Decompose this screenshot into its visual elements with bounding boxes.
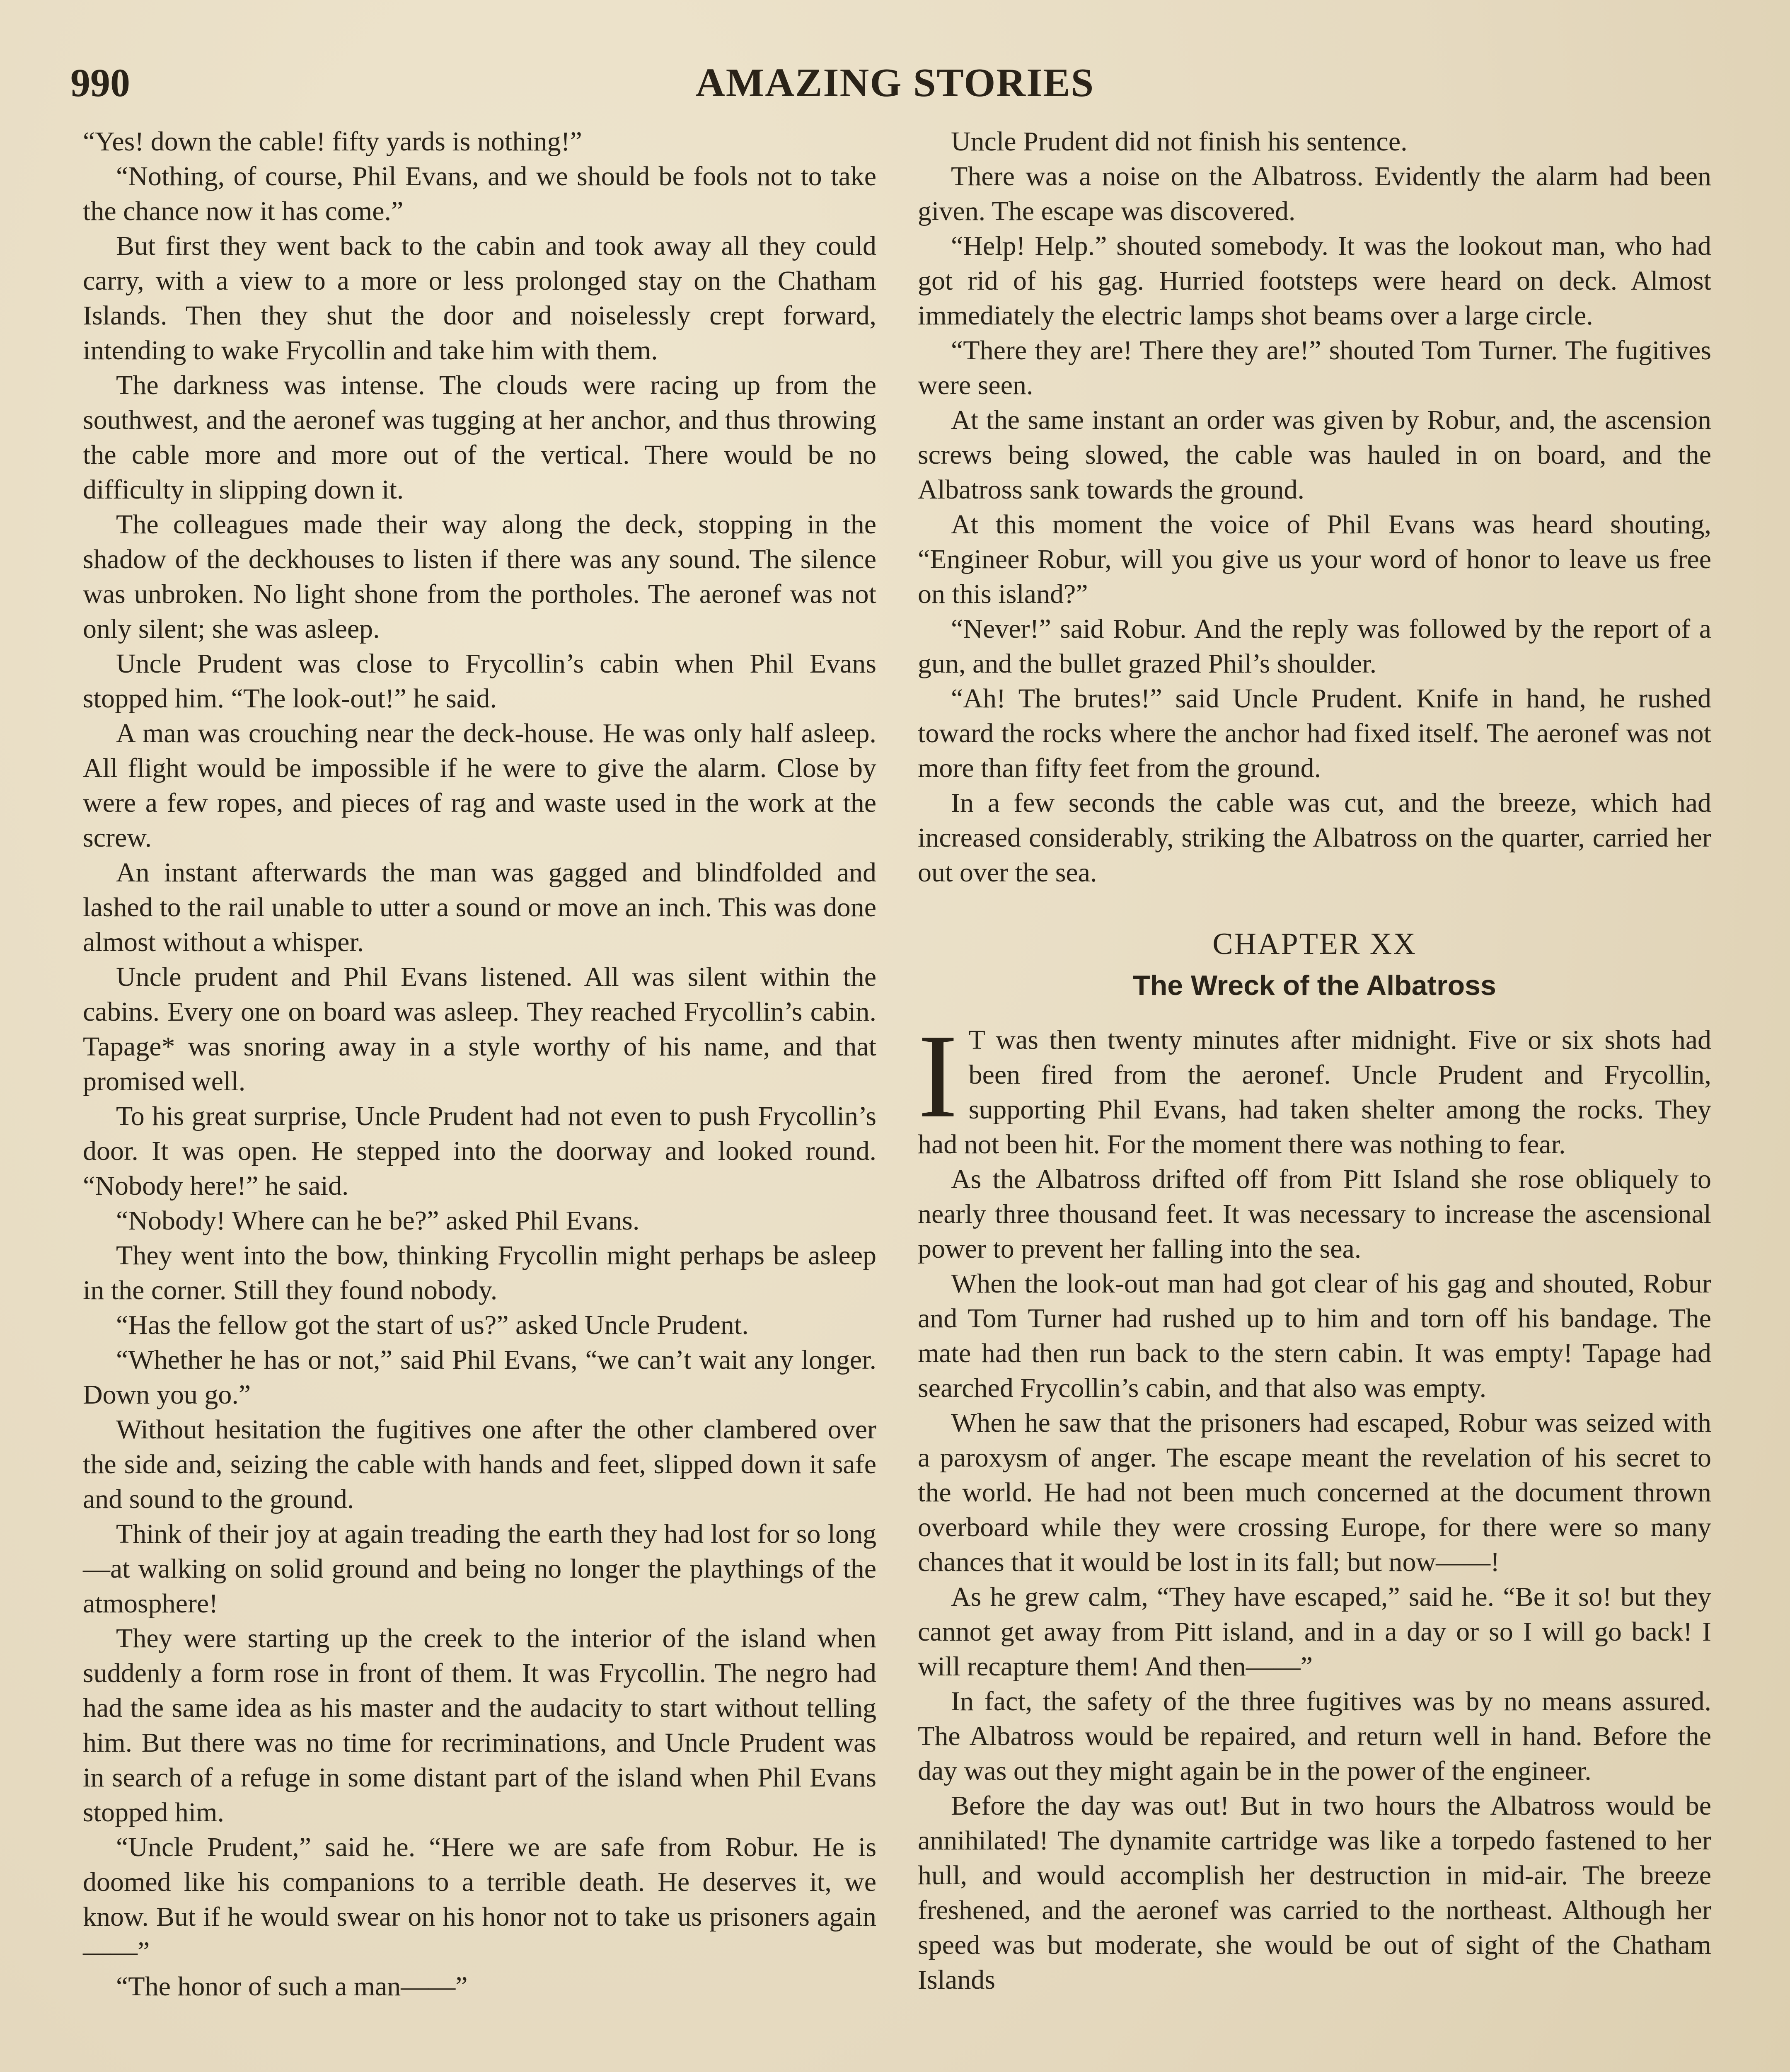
left-column (83, 124, 876, 2004)
paragraph: “Never!” said Robur. And the reply was followed by the report of a gun, and the bullet grazed Phil’s shoulder. (918, 614, 1711, 679)
drop-cap: I (918, 1009, 958, 1143)
paragraph: “Nothing, of course, Phil Evans, and we should be fools not to take the chance now it has come.” (83, 161, 876, 226)
paragraph: “Help! Help.” shouted somebody. It was the lookout man, who had got rid of his gag. Hurried footsteps were heard on deck. Almost immediately the electric lamps shot beams over a large circle. (918, 231, 1711, 331)
paragraph: The colleagues made their way along the deck, stopping in the shadow of the deckhouses to listen if there was any sound. The silence was unbroken. No light shone from the portholes. The aeronef was not only silent; she was asleep. (83, 509, 876, 644)
paragraph: “Nobody! Where can he be?” asked Phil Evans. (116, 1205, 640, 1236)
paragraph: Uncle Prudent was close to Frycollin’s cabin when Phil Evans stopped him. “The look-out!” he said. (83, 649, 876, 714)
paragraph: There was a noise on the Albatross. Evidently the alarm had been given. The escape was discovered. (918, 161, 1711, 226)
paragraph: They went into the bow, thinking Frycollin might perhaps be asleep in the corner. Still they found nobody. (83, 1240, 876, 1305)
paragraph: As he grew calm, “They have escaped,” said he. “Be it so! but they cannot get away from Pitt island, and in a day or so I will go back! I will recapture them! And then——” (918, 1582, 1711, 1682)
paragraph: The darkness was intense. The clouds were racing up from the southwest, and the aeronef was tugging at her anchor, and thus throwing the cable more and more out of the vertical. There would be no difficulty in slipping down it. (83, 370, 876, 505)
opening-text: T was then twenty minutes after midnight. Five or six shots had been fired from the aeronef. Uncle Prudent and Frycollin, supporting Phil Evans, had taken shelter among the rocks. They had not been hit. For the moment there was nothing to fear. (918, 1025, 1711, 1159)
paragraph: When he saw that the prisoners had escaped, Robur was seized with a paroxysm of anger. The escape meant the revelation of his secret to the world. He had not been much concerned at the document thrown overboard while they were crossing Europe, for there were so many chances that it would be lost in its fall; but now——! (918, 1408, 1711, 1577)
paragraph: In a few seconds the cable was cut, and the breeze, which had increased considerably, striking the Albatross on the quarter, carried her out over the sea. (918, 788, 1711, 888)
paragraph: Uncle prudent and Phil Evans listened. All was silent within the cabins. Every one on board was asleep. They reached Frycollin’s cabin. Tapage* was snoring away in a style worthy of his name, and that promised well. (83, 962, 876, 1097)
chapter-title: The Wreck of the Albatross (1133, 970, 1496, 1001)
right-column (918, 124, 1711, 1997)
paragraph: They were starting up the creek to the interior of the island when suddenly a form rose in front of them. It was Frycollin. The negro had had the same idea as his master and the audacity to start without telling him. But there was no time for recriminations, and Uncle Prudent was in search of a refuge in some distant part of the island when Phil Evans stopped him. (83, 1623, 876, 1828)
paragraph: But first they went back to the cabin and took away all they could carry, with a view to a more or less prolonged stay on the Chatham Islands. Then they shut the door and noiselessly crept forward, intending to wake Frycollin and take him with them. (83, 231, 876, 366)
paragraph: “The honor of such a man——” (116, 1971, 468, 2002)
paragraph: In fact, the safety of the three fugitives was by no means assured. The Albatross would be repaired, and return well in hand. Before the day was out they might again be in the power of the engineer. (918, 1686, 1711, 1786)
paragraph: Before the day was out! But in two hours the Albatross would be annihilated! The dynamite cartridge was like a torpedo fastened to her hull, and would accomplish her destruction in mid-air. The breeze freshened, and the aeronef was carried to the northeast. Although her speed was but moderate, she would be out of sight of the Chatham Islands (918, 1791, 1711, 1995)
paragraph: “Uncle Prudent,” said he. “Here we are safe from Robur. He is doomed like his companions to a terrible death. He deserves it, we know. But if he would swear on his honor not to take us prisoners again——” (83, 1832, 876, 1967)
paragraph: Think of their joy at again treading the earth they had lost for so long—at walking on solid ground and being no longer the playthings of the atmosphere! (83, 1519, 876, 1619)
paragraph: An instant afterwards the man was gagged and blindfolded and lashed to the rail unable to utter a sound or move an inch. This was done almost without a whisper. (83, 857, 876, 957)
paragraph: “There they are! There they are!” shouted Tom Turner. The fugitives were seen. (918, 335, 1711, 400)
running-title: AMAZING STORIES (695, 61, 1095, 105)
paragraph: “Yes! down the cable! fifty yards is nothing!” (83, 126, 582, 157)
paragraph: “Ah! The brutes!” said Uncle Prudent. Knife in hand, he rushed toward the rocks where the anchor had fixed itself. The aeronef was not more than fifty feet from the ground. (918, 683, 1711, 783)
paragraph: To his great surprise, Uncle Prudent had not even to push Frycollin’s door. It was open. He stepped into the doorway and looked round. “Nobody here!” he said. (83, 1101, 876, 1201)
paragraph: At the same instant an order was given by Robur, and, the ascension screws being slowed, the cable was hauled in on board, and the Albatross sank towards the ground. (918, 405, 1711, 505)
paragraph: Uncle Prudent did not finish his sentence. (951, 126, 1408, 157)
paragraph: Without hesitation the fugitives one after the other clambered over the side and, seizing the cable with hands and feet, slipped down it safe and sound to the ground. (83, 1414, 876, 1514)
paragraph: “Has the fellow got the start of us?” asked Uncle Prudent. (116, 1310, 749, 1340)
page-number: 990 (70, 61, 130, 105)
page-header (70, 54, 1720, 112)
paragraph: When the look-out man had got clear of his gag and shouted, Robur and Tom Turner had rushed up to him and torn off his bandage. The mate had then run back to the stern cabin. It was empty! Tapage had searched Frycollin’s cabin, and that also was empty. (918, 1268, 1711, 1403)
paragraph: At this moment the voice of Phil Evans was heard shouting, “Engineer Robur, will you give us your word of honor to leave us free on this island?” (918, 509, 1711, 609)
paragraph: “Whether he has or not,” said Phil Evans, “we can’t wait any longer. Down you go.” (83, 1345, 876, 1410)
chapter-opening-paragraph (918, 1009, 1711, 1162)
paragraph: As the Albatross drifted off from Pitt Island she rose obliquely to nearly three thousand feet. It was necessary to increase the ascensional power to prevent her falling into the sea. (918, 1164, 1711, 1264)
chapter-number: CHAPTER XX (1212, 927, 1417, 961)
paragraph: A man was crouching near the deck-house. He was only half asleep. All flight would be impossible if he were to give the alarm. Close by were a few ropes, and pieces of rag and waste used in the work at the screw. (83, 718, 876, 853)
